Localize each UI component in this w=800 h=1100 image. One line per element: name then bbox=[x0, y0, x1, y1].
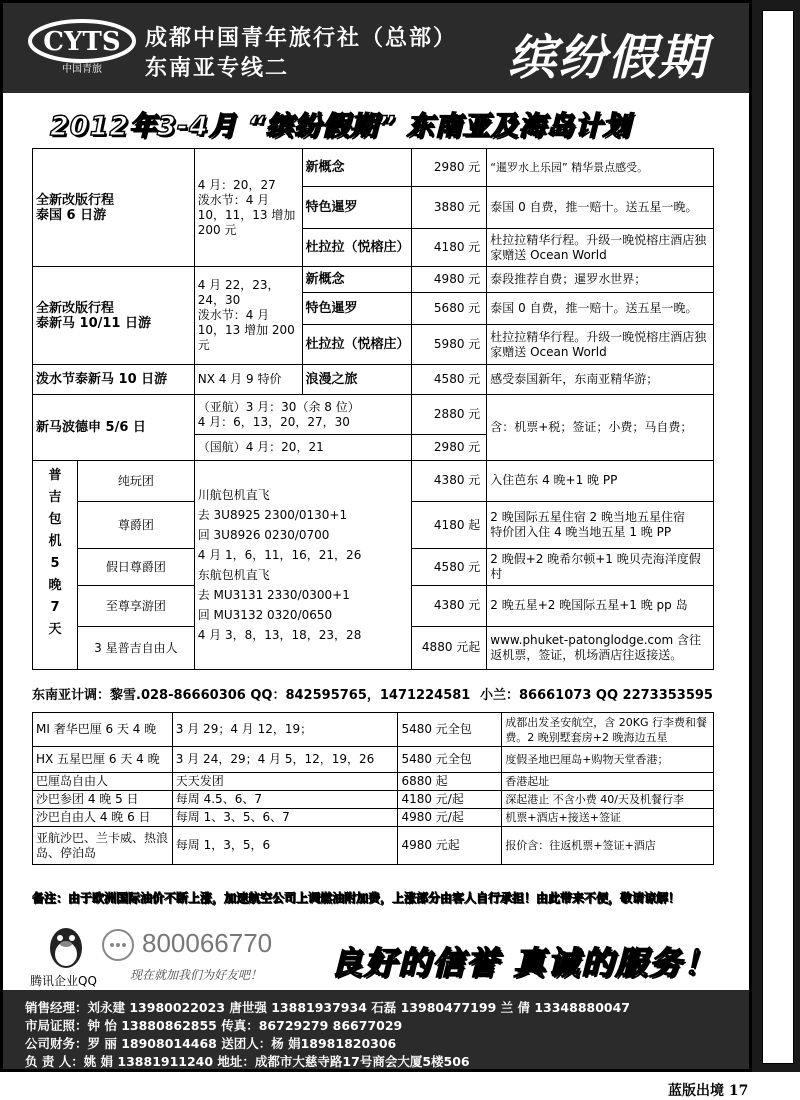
agency-name: 成都中国青年旅行社（总部） bbox=[145, 26, 458, 51]
description: 2 晚五星+2 晚国际五星+1 晚 pp 岛 bbox=[487, 585, 714, 626]
island-table bbox=[32, 712, 714, 865]
route-name: 全新改版行程 泰新马 10/11 日游 bbox=[33, 267, 195, 365]
product-name: 浪漫之旅 bbox=[302, 365, 412, 395]
description: 报价含：往返机票+签证+酒店 bbox=[502, 827, 714, 865]
price: 5680 元 bbox=[412, 293, 487, 325]
price: 4980 元/起 bbox=[398, 809, 502, 827]
price: 4180 元/起 bbox=[398, 791, 502, 809]
description: www.phuket-patonglodge.com 含往返机票，签证，机场酒店往返接送。 bbox=[487, 626, 714, 669]
phuket-label-char: 7 bbox=[50, 600, 60, 615]
product-name: 特色暹罗 bbox=[302, 293, 412, 325]
tour-table bbox=[32, 148, 714, 670]
route-name: 亚航沙巴、兰卡威、热浪岛、停泊岛 bbox=[33, 827, 173, 865]
description: 度假圣地巴厘岛+购物天堂香港； bbox=[502, 747, 714, 773]
route-name: 沙巴自由人 4 晚 6 日 bbox=[33, 809, 173, 827]
departure-dates: 4 月：20，27 泼水节：4 月 10，11，13 增加 200 元 bbox=[194, 149, 302, 267]
chat-bubble-icon bbox=[100, 928, 136, 964]
footer-line: 市局证照：钟 怡 13880862855 传真：86729279 86677029 bbox=[25, 1018, 403, 1033]
price: 4980 元起 bbox=[398, 827, 502, 865]
price: 5980 元 bbox=[412, 325, 487, 365]
brand-title: 缤纷假期 bbox=[508, 30, 709, 86]
price: 4580 元 bbox=[412, 549, 487, 586]
contact-line bbox=[32, 682, 714, 710]
price: 4980 元 bbox=[412, 267, 487, 293]
phuket-label-char: 机 bbox=[48, 534, 62, 549]
departure-dates: （国航）4 月：20，21 bbox=[194, 435, 412, 461]
table-row bbox=[33, 461, 714, 502]
description: 深起港止 不含小费 40/天及机餐行李 bbox=[502, 791, 714, 809]
footer-line: 公司财务：罗 丽 18908014468 送团人：杨 娟18981820306 bbox=[25, 1036, 397, 1051]
table-row bbox=[33, 773, 714, 791]
route-name: MI 奢华巴厘 6 天 4 晚 bbox=[33, 713, 173, 747]
qq-tip: 现在就加我们为好友吧！ bbox=[130, 968, 263, 982]
departure-dates: 3 月 29；4 月 12，19； bbox=[172, 713, 398, 747]
description: “暹罗水上乐园” 精华景点感受。 bbox=[487, 149, 714, 187]
phuket-label-char: 天 bbox=[48, 622, 62, 637]
table-row bbox=[33, 713, 714, 747]
description: 香港起址 bbox=[502, 773, 714, 791]
slogan: 良好的信誉 真诚的服务！ bbox=[330, 944, 718, 982]
phuket-vertical-label bbox=[33, 461, 78, 669]
description: 泰段推荐自费；暹罗水世界； bbox=[487, 267, 714, 293]
route-name: 巴厘岛自由人 bbox=[33, 773, 173, 791]
product-name: 假日尊爵团 bbox=[78, 549, 194, 586]
description: 泰国 0 自费，推一赔十。送五星一晚。 bbox=[487, 293, 714, 325]
price: 2980 元 bbox=[412, 149, 487, 187]
table-row bbox=[33, 267, 714, 293]
cyts-logo bbox=[27, 17, 137, 75]
product-name: 杜拉拉（悦榕庄） bbox=[302, 229, 412, 267]
price: 5480 元全包 bbox=[398, 747, 502, 773]
price: 4580 元 bbox=[412, 365, 487, 395]
departure-dates: 3 月 24，29；4 月 5，12，19，26 bbox=[172, 747, 398, 773]
price: 6880 起 bbox=[398, 773, 502, 791]
departure-dates: （亚航）3 月：30（余 8 位） 4 月：6，13，20，27，30 bbox=[194, 395, 412, 435]
description: 入住芭东 4 晚+1 晚 PP bbox=[487, 461, 714, 502]
table-row bbox=[33, 747, 714, 773]
route-name: HX 五星巴厘 6 天 4 晚 bbox=[33, 747, 173, 773]
table-row bbox=[33, 791, 714, 809]
footer-line: 负 责 人：姚 娟 13881911240 地址：成都市大慈寺路17号商会大厦5楼506 bbox=[25, 1054, 470, 1069]
description: 2 晚国际五星住宿 2 晚当地五星住宿 特价团入住 4 晚当地五星 1 晚 PP bbox=[487, 501, 714, 548]
notice-banner: 备注：由于欧洲国际油价不断上涨，加速航空公司上调燃油附加费，上涨部分由客人自行承担！由此带来不便，敬请谅解！ bbox=[32, 891, 681, 905]
page-title: 2012年3-4月 “缤纷假期” 东南亚及海岛计划 bbox=[50, 111, 631, 142]
qq-number[interactable]: 800066770 bbox=[142, 928, 273, 958]
price: 5480 元全包 bbox=[398, 713, 502, 747]
qq-penguin-icon bbox=[38, 922, 94, 972]
description: 成都出发圣安航空，含 20KG 行李费和餐费。2 晚别墅套房+2 晚海边五星 bbox=[502, 713, 714, 747]
phuket-label-char: 包 bbox=[48, 512, 62, 527]
description: 泰国 0 自费，推一赔十。送五星一晚。 bbox=[487, 187, 714, 229]
description: 杜拉拉精华行程。升级一晚悦榕庄酒店独家赠送 Ocean World bbox=[487, 229, 714, 267]
phuket-label-char: 吉 bbox=[48, 490, 62, 505]
price: 4880 元起 bbox=[412, 626, 487, 669]
phuket-block bbox=[33, 461, 195, 670]
product-name: 纯玩团 bbox=[78, 461, 194, 502]
departure-dates: 每周 4.5、6、7 bbox=[172, 791, 398, 809]
footer-line: 销售经理：刘永建 13980022023 唐世强 13881937934 石磊 13980477199 兰 倩 13348880047 bbox=[25, 1000, 631, 1015]
departure-dates: 天天发团 bbox=[172, 773, 398, 791]
price: 2880 元 bbox=[412, 395, 487, 435]
table-row bbox=[33, 149, 714, 187]
agency-line: 东南亚专线二 bbox=[145, 56, 290, 81]
table-row bbox=[33, 365, 714, 395]
header-bar bbox=[3, 3, 749, 93]
phuket-label-char: 5 bbox=[50, 556, 60, 571]
table-row bbox=[33, 809, 714, 827]
price: 2980 元 bbox=[412, 435, 487, 461]
table-row bbox=[33, 827, 714, 865]
description: 杜拉拉精华行程。升级一晚悦榕庄酒店独家赠送 Ocean World bbox=[487, 325, 714, 365]
footer-contacts bbox=[3, 990, 749, 1069]
price: 4180 起 bbox=[412, 501, 487, 548]
route-name: 全新改版行程 泰国 6 日游 bbox=[33, 149, 195, 267]
contact-planner: 东南亚计调：黎雪.028-86660306 QQ：842595765，1471224581 bbox=[32, 688, 471, 703]
description: 含：机票+税；签证；小费；马自费； bbox=[487, 395, 714, 461]
product-name: 新概念 bbox=[302, 267, 412, 293]
departure-dates: 每周 1，3，5，6 bbox=[172, 827, 398, 865]
contact-xiaolan: 小兰：86661073 QQ 2273353595 bbox=[480, 688, 713, 703]
price: 4380 元 bbox=[412, 585, 487, 626]
price: 4380 元 bbox=[412, 461, 487, 502]
table-row bbox=[33, 395, 714, 435]
product-name: 3 星普吉自由人 bbox=[94, 640, 178, 655]
page-number: 蓝版出境 17 bbox=[668, 1083, 749, 1099]
departure-dates: 4 月 22，23，24，30 泼水节：4 月 10，13 增加 200 元 bbox=[194, 267, 302, 365]
flight-info: 川航包机直飞 去 3U8925 2300/0130+1 回 3U8926 0230/0700 4 月 1，6，11，16，21，26 东航包机直飞 去 MU3131 2330/0300+1 回 MU3132 0320/0650 4 月 3，8，13，18，23，28 bbox=[194, 461, 412, 670]
product-name: 杜拉拉（悦榕庄） bbox=[302, 325, 412, 365]
qq-label: 腾讯企业QQ bbox=[30, 974, 97, 988]
route-name: 沙巴参团 4 晚 5 日 bbox=[33, 791, 173, 809]
description: 感受泰国新年，东南亚精华游； bbox=[487, 365, 714, 395]
price: 3880 元 bbox=[412, 187, 487, 229]
route-name: 新马波德申 5/6 日 bbox=[33, 395, 195, 461]
departure-dates: 每周 1、3、5、6、7 bbox=[172, 809, 398, 827]
route-name: 泼水节泰新马 10 日游 bbox=[33, 365, 195, 395]
product-name: 特色暹罗 bbox=[302, 187, 412, 229]
logo-text: 中国青旅 bbox=[62, 64, 102, 75]
description: 2 晚假+2 晚希尔顿+1 晚贝壳海洋度假村 bbox=[487, 549, 714, 586]
product-name: 新概念 bbox=[302, 149, 412, 187]
departure-dates: NX 4 月 9 特价 bbox=[194, 365, 302, 395]
product-name: 至尊享游团 bbox=[78, 586, 194, 627]
product-name: 尊爵团 bbox=[78, 502, 194, 549]
right-edge-strip bbox=[752, 0, 800, 1072]
price: 4180 元 bbox=[412, 229, 487, 267]
phuket-label-char: 普 bbox=[48, 468, 62, 483]
svg-text:CYTS: CYTS bbox=[43, 27, 121, 57]
description: 机票+酒店+接送+签证 bbox=[502, 809, 714, 827]
phuket-label-char: 晚 bbox=[48, 578, 62, 593]
